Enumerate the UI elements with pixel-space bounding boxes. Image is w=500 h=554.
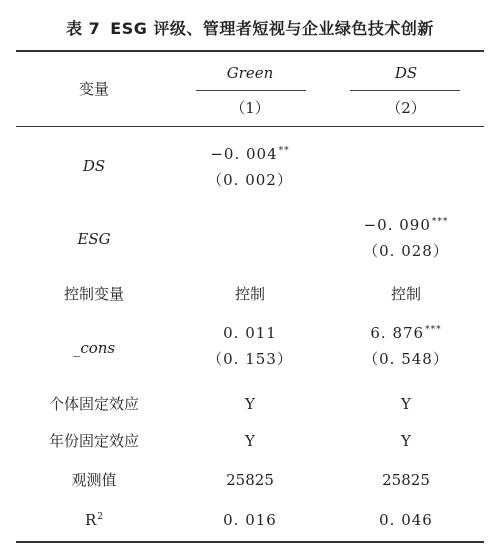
- row-controls-col2: 控制: [390, 285, 421, 303]
- row-esg-col2-se: （0. 028）: [363, 242, 449, 260]
- row-cons-label: _cons: [72, 339, 116, 357]
- row-obs-col1: 25825: [226, 471, 274, 489]
- row-firm-fe-col2: Y: [401, 395, 411, 413]
- header-rule: [16, 126, 484, 127]
- row-r2-col2: 0. 046: [379, 511, 433, 529]
- row-obs-col2: 25825: [382, 471, 430, 489]
- row-cons-col1-se: （0. 153）: [207, 350, 293, 368]
- header-variable: 变量: [78, 80, 109, 98]
- row-cons-col1-coef: 0. 011: [223, 324, 277, 342]
- row-ds-col1-se: （0. 002）: [207, 171, 293, 189]
- row-firm-fe-label: 个体固定效应: [48, 395, 139, 413]
- row-ds-col1-coef: [172, 143, 328, 165]
- header-subrule-2: [350, 90, 460, 91]
- row-r2-label: [16, 509, 172, 531]
- row-ds-col1-sig: **: [278, 146, 290, 156]
- header-col2-name: DS: [394, 64, 418, 82]
- header-col1-name: Green: [226, 64, 274, 82]
- row-r2-label-base: R: [84, 511, 97, 529]
- row-esg-col2-coef-value: −0. 090: [363, 216, 431, 234]
- row-year-fe-col1: Y: [245, 432, 255, 450]
- row-r2-label-sup: 2: [97, 512, 104, 522]
- row-ds-label: DS: [82, 157, 106, 175]
- header-col2-number: （2）: [386, 99, 426, 117]
- row-controls-col1: 控制: [234, 285, 265, 303]
- header-subrule-1: [196, 90, 306, 91]
- table-title-text: ESG 评级、管理者短视与企业绿色技术创新: [110, 19, 434, 38]
- row-cons-col2-se: （0. 548）: [363, 350, 449, 368]
- row-obs-label: 观测值: [71, 471, 117, 489]
- row-esg-label: ESG: [77, 230, 111, 248]
- row-firm-fe-col1: Y: [245, 395, 255, 413]
- bottom-rule: [16, 541, 484, 543]
- row-cons-col2-coef: [328, 322, 484, 344]
- row-esg-col2-coef: [328, 214, 484, 236]
- row-esg-col2-sig: ***: [431, 217, 449, 227]
- row-year-fe-col2: Y: [401, 432, 411, 450]
- header-col1-number: （1）: [230, 99, 270, 117]
- row-controls-label: 控制变量: [63, 285, 124, 303]
- row-cons-col2-sig: ***: [425, 325, 442, 335]
- row-r2-col1: 0. 016: [223, 511, 277, 529]
- top-rule: [16, 50, 484, 52]
- row-year-fe-label: 年份固定效应: [48, 432, 139, 450]
- row-ds-col1-coef-value: −0. 004: [210, 145, 278, 163]
- row-cons-col2-coef-value: 6. 876: [370, 324, 425, 342]
- table-title: [0, 16, 500, 39]
- table-number: 表 7: [66, 19, 101, 38]
